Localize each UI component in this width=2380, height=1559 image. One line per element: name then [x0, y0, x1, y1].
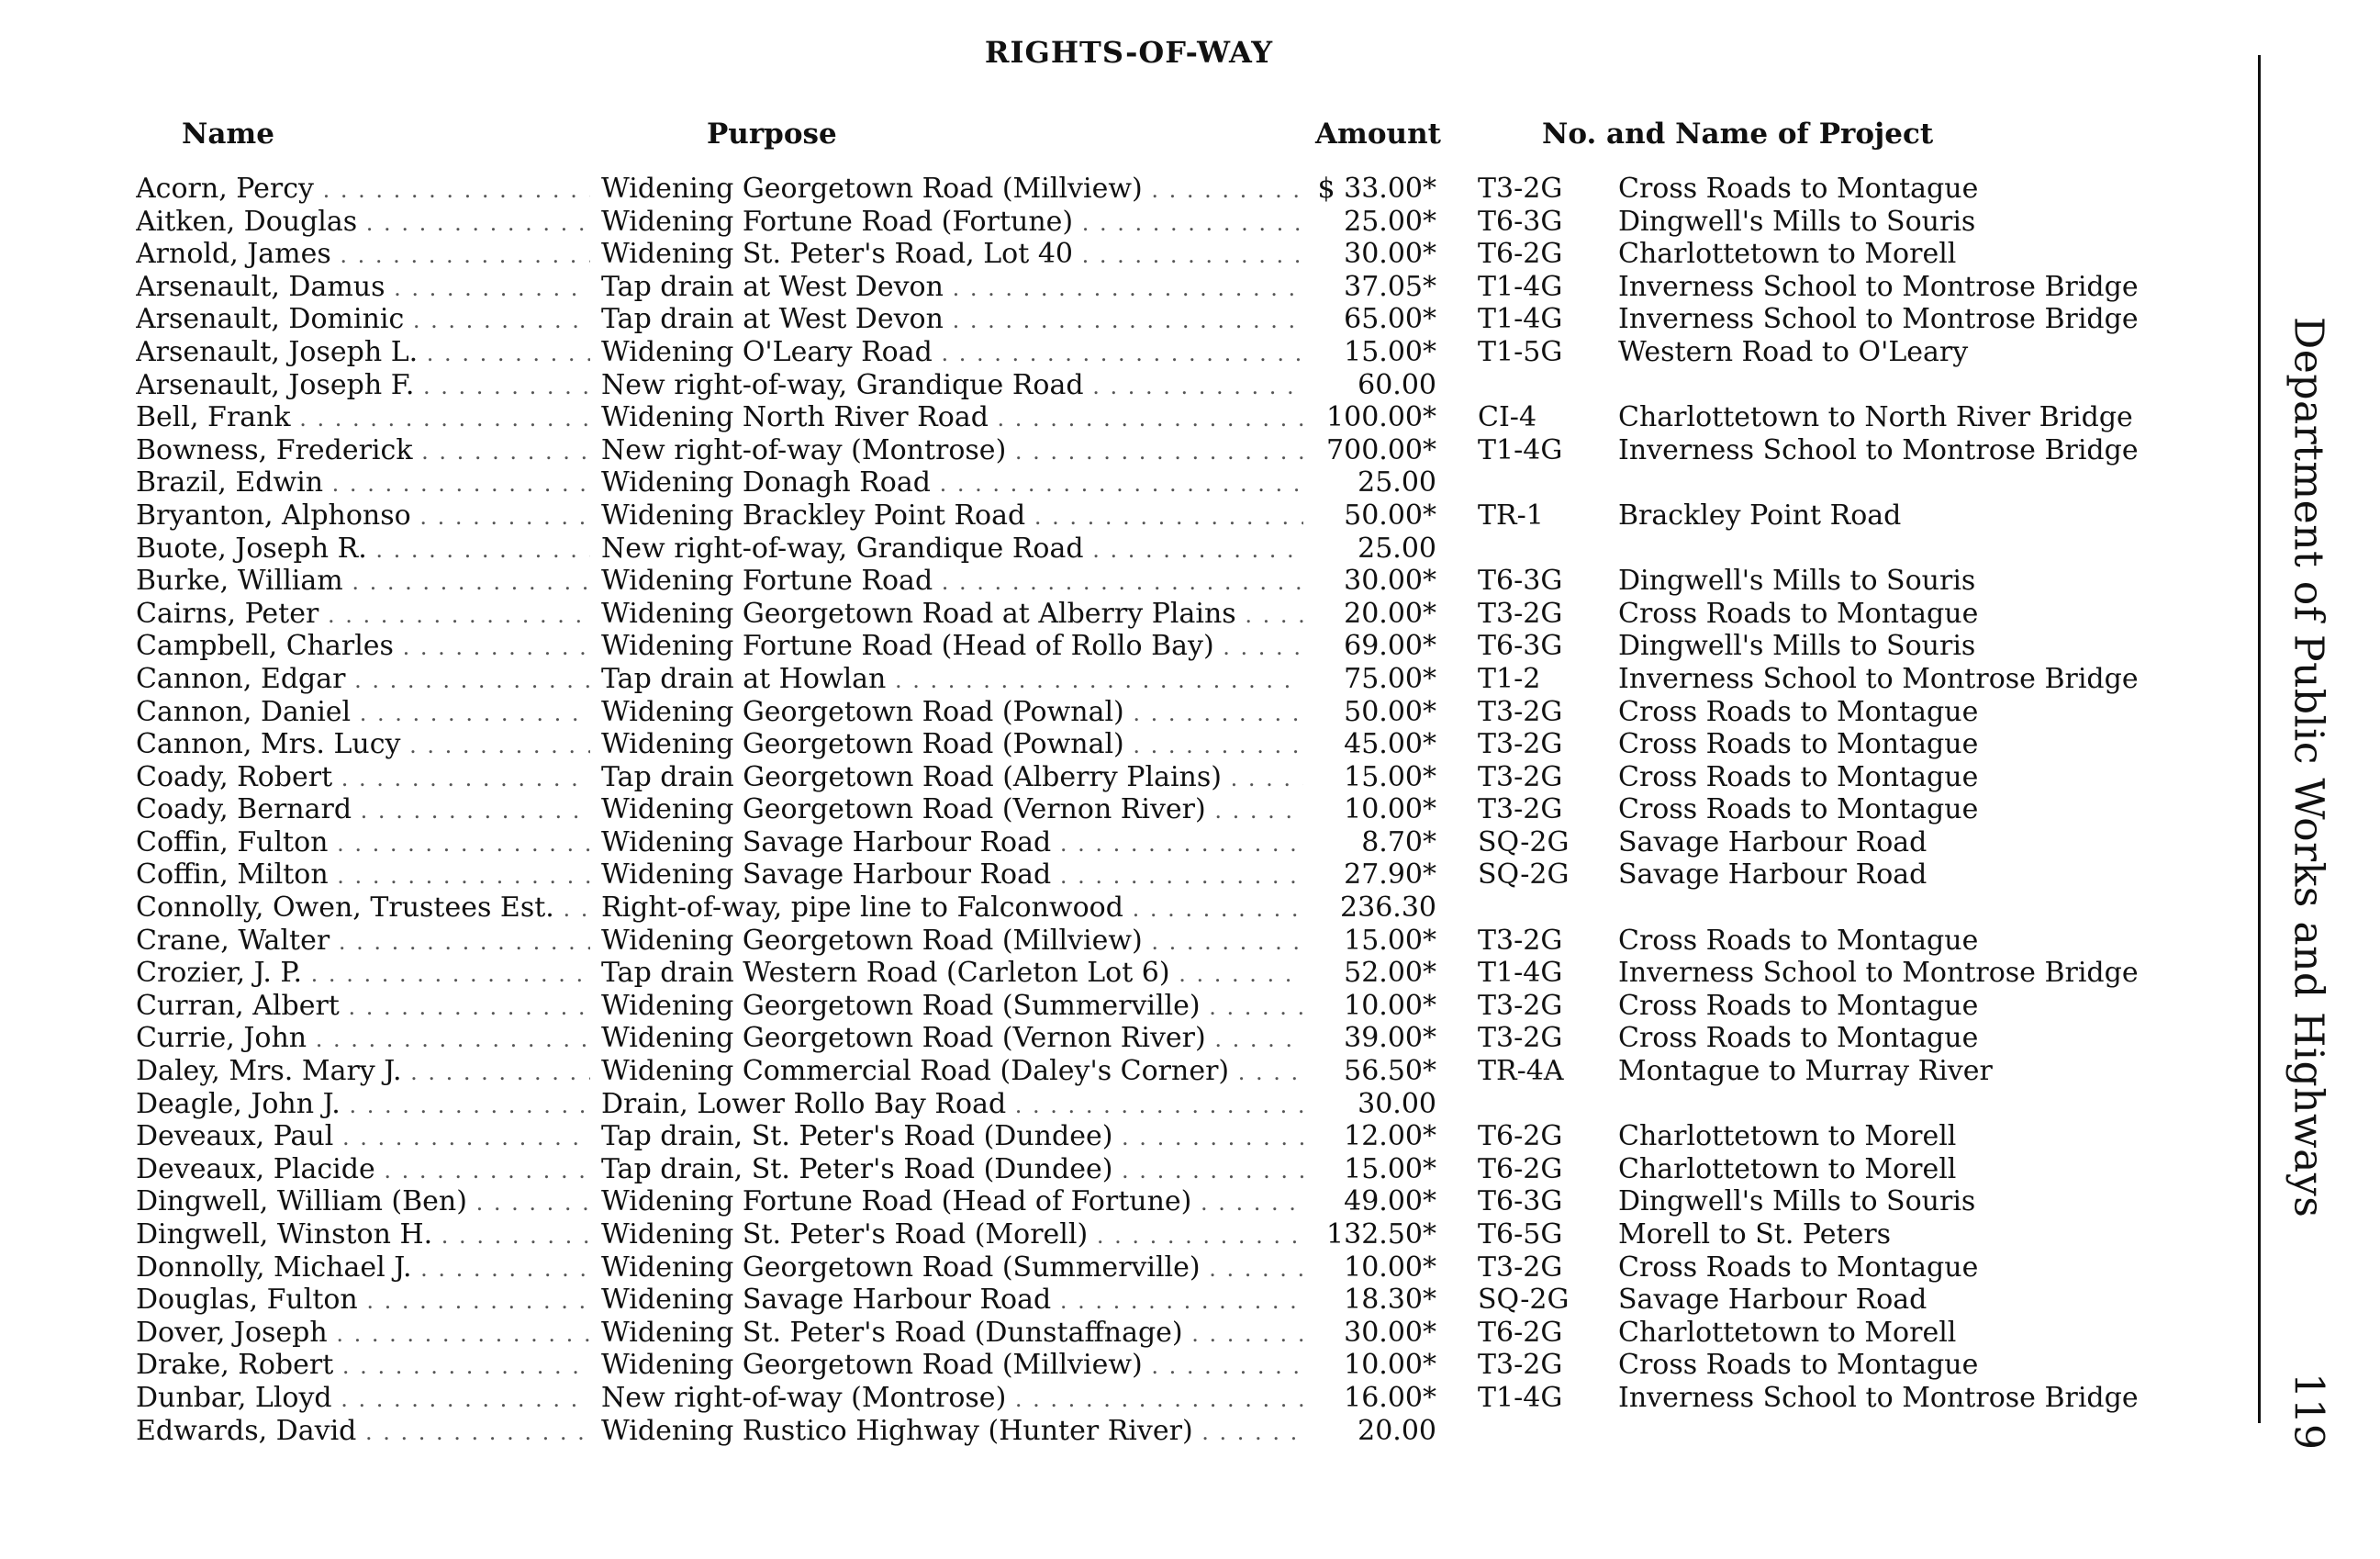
- row-name: Coffin, Milton . . .: [136, 858, 590, 893]
- row-project-name: Inverness School to Montrose Bridge: [1618, 270, 2139, 303]
- row-name: Bell, Frank . . .: [136, 401, 590, 436]
- row-name: Deveaux, Placide . . .: [136, 1153, 590, 1188]
- row-project-name: Inverness School to Montrose Bridge: [1618, 957, 2139, 990]
- row-purpose: New right-of-way, Grandique Road . . .: [601, 369, 1303, 404]
- row-purpose: Widening Fortune Road (Head of Fortune) . . .: [601, 1185, 1303, 1220]
- row-purpose: Widening Georgetown Road (Summerville) . . .: [601, 1251, 1303, 1286]
- row-project-code: T6-3G: [1478, 1185, 1563, 1218]
- row-purpose: Widening Georgetown Road (Vernon River) . . .: [601, 793, 1303, 828]
- row-name: Curran, Albert . . .: [136, 990, 590, 1025]
- row-project-name: Charlottetown to Morell: [1618, 1120, 1957, 1153]
- table-row: [0, 598, 2240, 631]
- row-project-name: Montague to Murray River: [1618, 1055, 1993, 1088]
- row-amount: 15.00*: [1344, 924, 1436, 957]
- row-amount: 30.00*: [1344, 1316, 1436, 1349]
- table-row: [0, 892, 2240, 925]
- row-amount: 60.00: [1358, 368, 1436, 401]
- row-project-code: T1-4G: [1478, 957, 1563, 990]
- row-amount: 30.00: [1358, 1087, 1436, 1120]
- row-name: Coady, Robert . . .: [136, 761, 590, 796]
- table-row: [0, 761, 2240, 794]
- row-name: Currie, John . . .: [136, 1022, 590, 1057]
- row-project-name: Cross Roads to Montague: [1618, 924, 1979, 957]
- row-amount: 700.00*: [1326, 433, 1436, 466]
- row-project-name: Dingwell's Mills to Souris: [1618, 565, 1976, 598]
- row-name: Dunbar, Lloyd . . .: [136, 1382, 590, 1417]
- table-row: [0, 1120, 2240, 1153]
- row-project-name: Savage Harbour Road: [1618, 1284, 1927, 1317]
- row-amount: $ 33.00*: [1317, 173, 1436, 205]
- row-project-code: T6-5G: [1478, 1218, 1563, 1251]
- row-amount: 69.00*: [1344, 630, 1436, 663]
- row-amount: 236.30: [1340, 892, 1436, 925]
- table-row: [0, 630, 2240, 663]
- row-purpose: Widening O'Leary Road . . .: [601, 336, 1303, 371]
- row-project-code: T3-2G: [1478, 1349, 1563, 1382]
- row-project-code: T1-2: [1478, 662, 1541, 695]
- row-name: Drake, Robert . . .: [136, 1349, 590, 1384]
- row-project-name: Charlottetown to Morell: [1618, 1152, 1957, 1185]
- row-amount: 27.90*: [1344, 858, 1436, 892]
- row-project-name: Cross Roads to Montague: [1618, 728, 1979, 761]
- row-purpose: Widening Georgetown Road (Pownal) . . .: [601, 728, 1303, 763]
- row-name: Cannon, Edgar . . .: [136, 663, 590, 698]
- row-project-code: SQ-2G: [1478, 825, 1570, 858]
- row-project-code: T6-3G: [1478, 565, 1563, 598]
- row-purpose: Widening Georgetown Road (Millview) . . .: [601, 173, 1303, 207]
- row-project-code: T6-2G: [1478, 1120, 1563, 1153]
- row-name: Dingwell, William (Ben) . . .: [136, 1185, 590, 1220]
- row-project-name: Charlottetown to North River Bridge: [1618, 401, 2133, 434]
- row-purpose: Right-of-way, pipe line to Falconwood . . .: [601, 892, 1303, 926]
- row-name: Bowness, Frederick . . .: [136, 434, 590, 469]
- department-name: Department of Public Works and Highways: [2285, 317, 2332, 1218]
- row-name: Campbell, Charles . . .: [136, 630, 590, 665]
- table-row: [0, 1284, 2240, 1317]
- row-purpose: Widening Georgetown Road (Vernon River) . . .: [601, 1022, 1303, 1057]
- row-name: Connolly, Owen, Trustees Est. . . .: [136, 892, 590, 926]
- row-project-code: T6-2G: [1478, 238, 1563, 271]
- row-purpose: Widening Georgetown Road (Millview) . . .: [601, 1349, 1303, 1384]
- row-project-code: T3-2G: [1478, 989, 1563, 1022]
- page-number-text: 119: [2285, 1373, 2332, 1450]
- column-header-purpose: Purpose: [707, 118, 837, 151]
- row-amount: 10.00*: [1344, 793, 1436, 826]
- table-row: [0, 1153, 2240, 1186]
- row-name: Cannon, Daniel . . .: [136, 696, 590, 731]
- column-header-amount: Amount: [1315, 118, 1441, 151]
- row-project-code: T6-2G: [1478, 1316, 1563, 1349]
- row-purpose: Widening Rustico Highway (Hunter River) . . .: [601, 1415, 1303, 1450]
- table-row: [0, 1218, 2240, 1251]
- row-amount: 16.00*: [1344, 1381, 1436, 1414]
- row-project-name: Savage Harbour Road: [1618, 825, 1927, 858]
- row-project-code: SQ-2G: [1478, 1284, 1570, 1317]
- row-amount: 49.00*: [1344, 1185, 1436, 1218]
- row-name: Acorn, Percy . . .: [136, 173, 590, 207]
- row-purpose: Drain, Lower Rollo Bay Road . . .: [601, 1088, 1303, 1123]
- table-row: [0, 1382, 2240, 1415]
- row-purpose: Widening St. Peter's Road (Morell) . . .: [601, 1218, 1303, 1253]
- table-row: [0, 793, 2240, 826]
- row-amount: 12.00*: [1344, 1120, 1436, 1153]
- row-project-name: Cross Roads to Montague: [1618, 760, 1979, 793]
- table-row: [0, 499, 2240, 533]
- table-row: [0, 533, 2240, 566]
- row-amount: 39.00*: [1344, 1022, 1436, 1055]
- row-project-code: T3-2G: [1478, 728, 1563, 761]
- table-row: [0, 565, 2240, 598]
- row-name: Arsenault, Joseph L. . . .: [136, 336, 590, 371]
- row-project-code: T6-3G: [1478, 630, 1563, 663]
- row-amount: 10.00*: [1344, 989, 1436, 1022]
- row-purpose: Tap drain at West Devon . . .: [601, 271, 1303, 306]
- row-name: Cannon, Mrs. Lucy . . .: [136, 728, 590, 763]
- table-row: [0, 466, 2240, 499]
- row-name: Bryanton, Alphonso . . .: [136, 499, 590, 534]
- row-amount: 15.00*: [1344, 335, 1436, 368]
- column-header-name: Name: [182, 118, 274, 151]
- row-project-name: Cross Roads to Montague: [1618, 695, 1979, 728]
- row-purpose: Widening Fortune Road (Fortune) . . .: [601, 206, 1303, 241]
- row-name: Arsenault, Damus . . .: [136, 271, 590, 306]
- row-purpose: Tap drain Georgetown Road (Alberry Plains) . . .: [601, 761, 1303, 796]
- row-amount: 30.00*: [1344, 565, 1436, 598]
- row-purpose: Widening Georgetown Road (Millview) . . .: [601, 925, 1303, 959]
- table-row: [0, 238, 2240, 271]
- row-name: Crane, Walter . . .: [136, 925, 590, 959]
- row-project-name: Savage Harbour Road: [1618, 858, 1927, 892]
- row-name: Dingwell, Winston H. . . .: [136, 1218, 590, 1253]
- row-project-code: T6-3G: [1478, 205, 1563, 238]
- row-purpose: New right-of-way (Montrose) . . .: [601, 434, 1303, 469]
- row-amount: 15.00*: [1344, 760, 1436, 793]
- row-project-name: Dingwell's Mills to Souris: [1618, 205, 1976, 238]
- row-project-code: T1-4G: [1478, 270, 1563, 303]
- table-row: [0, 858, 2240, 892]
- row-project-code: T3-2G: [1478, 793, 1563, 826]
- row-purpose: Widening Brackley Point Road . . .: [601, 499, 1303, 534]
- row-purpose: Tap drain Western Road (Carleton Lot 6) . . .: [601, 957, 1303, 992]
- row-purpose: Widening Fortune Road (Head of Rollo Bay) . . .: [601, 630, 1303, 665]
- row-project-name: Cross Roads to Montague: [1618, 989, 1979, 1022]
- table-row: [0, 1022, 2240, 1055]
- row-name: Arnold, James . . .: [136, 238, 590, 273]
- row-project-name: Morell to St. Peters: [1618, 1218, 1892, 1251]
- row-project-name: Charlottetown to Morell: [1618, 238, 1957, 271]
- table-row: [0, 271, 2240, 304]
- row-purpose: Widening Savage Harbour Road . . .: [601, 826, 1303, 861]
- row-name: Edwards, David . . .: [136, 1415, 590, 1450]
- row-amount: 75.00*: [1344, 662, 1436, 695]
- row-project-name: Cross Roads to Montague: [1618, 1251, 1979, 1284]
- row-project-code: TR-4A: [1478, 1055, 1564, 1088]
- side-heading: [2272, 317, 2345, 1218]
- row-name: Arsenault, Dominic . . .: [136, 303, 590, 338]
- row-amount: 25.00: [1358, 532, 1436, 565]
- row-project-code: T1-5G: [1478, 335, 1563, 368]
- row-purpose: Widening Georgetown Road at Alberry Plains . . .: [601, 598, 1303, 633]
- row-project-name: Brackley Point Road: [1618, 499, 1902, 532]
- row-project-name: Inverness School to Montrose Bridge: [1618, 303, 2139, 336]
- table-row: [0, 369, 2240, 402]
- row-name: Donnolly, Michael J. . . .: [136, 1251, 590, 1286]
- row-project-code: SQ-2G: [1478, 858, 1570, 892]
- table-row: [0, 990, 2240, 1023]
- vertical-rule: [2258, 55, 2261, 1423]
- row-name: Coady, Bernard . . .: [136, 793, 590, 828]
- row-project-code: T3-2G: [1478, 597, 1563, 630]
- row-project-code: CI-4: [1478, 401, 1537, 434]
- table-row: [0, 336, 2240, 369]
- page-title: RIGHTS-OF-WAY: [984, 35, 1274, 70]
- row-project-code: T1-4G: [1478, 433, 1563, 466]
- row-project-name: Cross Roads to Montague: [1618, 1022, 1979, 1055]
- row-name: Coffin, Fulton . . .: [136, 826, 590, 861]
- row-purpose: Widening Savage Harbour Road . . .: [601, 858, 1303, 893]
- table-row: [0, 206, 2240, 239]
- table-row: [0, 434, 2240, 467]
- row-name: Dover, Joseph . . .: [136, 1317, 590, 1352]
- row-amount: 100.00*: [1326, 401, 1436, 434]
- row-amount: 50.00*: [1344, 499, 1436, 532]
- table-row: [0, 1088, 2240, 1121]
- table-row: [0, 826, 2240, 859]
- row-project-name: Inverness School to Montrose Bridge: [1618, 433, 2139, 466]
- row-project-name: Cross Roads to Montague: [1618, 597, 1979, 630]
- row-purpose: New right-of-way (Montrose) . . .: [601, 1382, 1303, 1417]
- row-purpose: Widening Georgetown Road (Summerville) . . .: [601, 990, 1303, 1025]
- row-project-name: Inverness School to Montrose Bridge: [1618, 1381, 2139, 1414]
- row-name: Arsenault, Joseph F. . . .: [136, 369, 590, 404]
- row-purpose: Widening St. Peter's Road (Dunstaffnage) . . .: [601, 1317, 1303, 1352]
- row-amount: 18.30*: [1344, 1284, 1436, 1317]
- row-project-code: T3-2G: [1478, 173, 1563, 205]
- table-row: [0, 1349, 2240, 1382]
- row-project-name: Dingwell's Mills to Souris: [1618, 1185, 1976, 1218]
- row-purpose: Tap drain at West Devon . . .: [601, 303, 1303, 338]
- row-amount: 132.50*: [1326, 1218, 1436, 1251]
- row-amount: 52.00*: [1344, 957, 1436, 990]
- table-row: [0, 663, 2240, 696]
- row-name: Brazil, Edwin . . .: [136, 466, 590, 501]
- row-name: Crozier, J. P. . . .: [136, 957, 590, 992]
- row-project-code: T1-4G: [1478, 1381, 1563, 1414]
- row-purpose: Widening St. Peter's Road, Lot 40 . . .: [601, 238, 1303, 273]
- row-project-code: T3-2G: [1478, 1251, 1563, 1284]
- row-amount: 56.50*: [1344, 1055, 1436, 1088]
- table-row: [0, 957, 2240, 990]
- row-name: Deagle, John J. . . .: [136, 1088, 590, 1123]
- row-project-code: T3-2G: [1478, 1022, 1563, 1055]
- row-project-name: Inverness School to Montrose Bridge: [1618, 662, 2139, 695]
- row-name: Buote, Joseph R. . . .: [136, 533, 590, 567]
- row-project-code: T1-4G: [1478, 303, 1563, 336]
- row-purpose: Widening Georgetown Road (Pownal) . . .: [601, 696, 1303, 731]
- table-row: [0, 728, 2240, 761]
- row-purpose: Widening Donagh Road . . .: [601, 466, 1303, 501]
- row-amount: 25.00*: [1344, 205, 1436, 238]
- row-name: Burke, William . . .: [136, 565, 590, 600]
- row-project-code: TR-1: [1478, 499, 1544, 532]
- table-row: [0, 173, 2240, 206]
- row-project-code: T6-2G: [1478, 1152, 1563, 1185]
- row-name: Daley, Mrs. Mary J. . . .: [136, 1055, 590, 1090]
- row-name: Deveaux, Paul . . .: [136, 1120, 590, 1155]
- table-row: [0, 1317, 2240, 1350]
- row-purpose: Tap drain, St. Peter's Road (Dundee) . . .: [601, 1120, 1303, 1155]
- table-row: [0, 925, 2240, 958]
- row-name: Aitken, Douglas . . .: [136, 206, 590, 241]
- row-amount: 15.00*: [1344, 1152, 1436, 1185]
- table-row: [0, 1415, 2240, 1448]
- row-project-code: T3-2G: [1478, 924, 1563, 957]
- table-row: [0, 1055, 2240, 1088]
- row-purpose: Widening Savage Harbour Road . . .: [601, 1284, 1303, 1318]
- table-row: [0, 303, 2240, 336]
- row-amount: 20.00*: [1344, 597, 1436, 630]
- row-purpose: New right-of-way, Grandique Road . . .: [601, 533, 1303, 567]
- row-amount: 50.00*: [1344, 695, 1436, 728]
- row-project-code: T3-2G: [1478, 760, 1563, 793]
- row-amount: 37.05*: [1344, 270, 1436, 303]
- table-row: [0, 1185, 2240, 1218]
- row-amount: 30.00*: [1344, 238, 1436, 271]
- row-purpose: Widening Commercial Road (Daley's Corner) . . .: [601, 1055, 1303, 1090]
- row-amount: 65.00*: [1344, 303, 1436, 336]
- table-row: [0, 696, 2240, 729]
- column-header-project: No. and Name of Project: [1542, 118, 1934, 151]
- table-row: [0, 401, 2240, 434]
- row-project-name: Charlottetown to Morell: [1618, 1316, 1957, 1349]
- row-project-name: Western Road to O'Leary: [1618, 335, 1969, 368]
- row-amount: 8.70*: [1361, 825, 1436, 858]
- row-project-name: Dingwell's Mills to Souris: [1618, 630, 1976, 663]
- table-row: [0, 1251, 2240, 1284]
- row-project-name: Cross Roads to Montague: [1618, 793, 1979, 826]
- rights-of-way-table: [0, 173, 2240, 1447]
- row-purpose: Widening Fortune Road . . .: [601, 565, 1303, 600]
- row-amount: 10.00*: [1344, 1251, 1436, 1284]
- row-amount: 10.00*: [1344, 1349, 1436, 1382]
- row-name: Cairns, Peter . . .: [136, 598, 590, 633]
- page-number: [2272, 1373, 2345, 1450]
- row-name: Douglas, Fulton . . .: [136, 1284, 590, 1318]
- row-amount: 25.00: [1358, 466, 1436, 499]
- row-purpose: Tap drain, St. Peter's Road (Dundee) . . .: [601, 1153, 1303, 1188]
- row-project-name: Cross Roads to Montague: [1618, 173, 1979, 205]
- row-amount: 45.00*: [1344, 728, 1436, 761]
- row-project-name: Cross Roads to Montague: [1618, 1349, 1979, 1382]
- row-amount: 20.00: [1358, 1414, 1436, 1447]
- row-purpose: Tap drain at Howlan . . .: [601, 663, 1303, 698]
- row-purpose: Widening North River Road . . .: [601, 401, 1303, 436]
- row-project-code: T3-2G: [1478, 695, 1563, 728]
